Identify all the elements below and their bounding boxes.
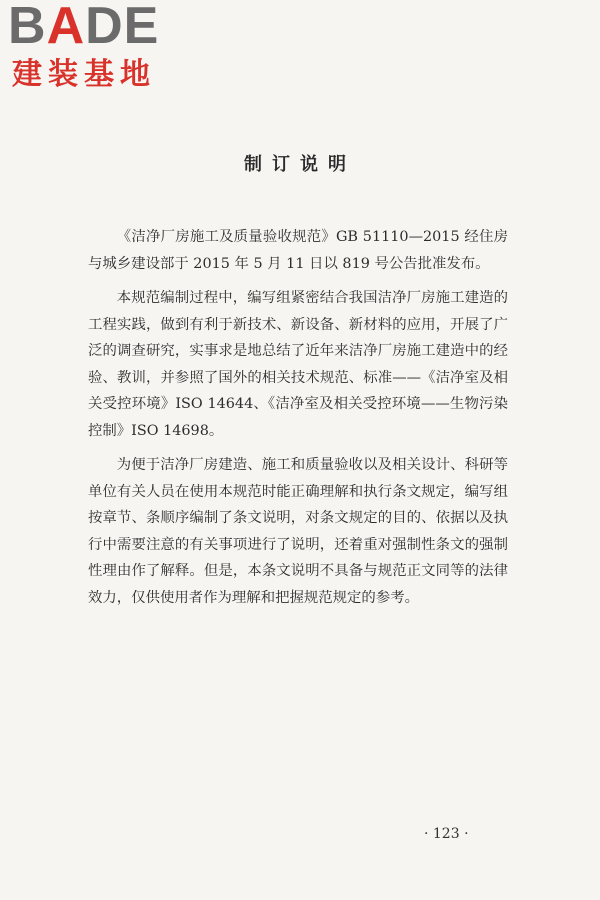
paragraph-1: 《洁净厂房施工及质量验收规范》GB 51110—2015 经住房与城乡建设部于 2015 年 5 月 11 日以 819 号公告批准发布。	[88, 229, 508, 272]
logo-latin-wordmark	[8, 0, 159, 56]
logo-letter-a: A	[46, 0, 86, 55]
logo-chinese-wordmark: 建装基地	[12, 57, 156, 92]
page-number: · 123 ·	[424, 826, 469, 842]
bade-logo	[8, 0, 178, 95]
document-body	[88, 224, 508, 619]
paragraph-3: 为便于洁净厂房建造、施工和质量验收以及相关设计、科研等单位有关人员在使用本规范时能正确理解和执行条文规定，编写组按章节、条顺序编制了条文说明，对条文规定的目的、依据以及执行中需要注意的有关事项进行了说明，还着重对强制性条文的强制性理由作了解释。但是，本条文说明不具备与规范正文同等的法律效力，仅供使用者作为理解和把握规范规定的参考。	[88, 457, 508, 606]
logo-letters-de: DE	[85, 0, 160, 55]
page-title: 制订说明	[244, 154, 356, 175]
paragraph-2: 本规范编制过程中，编写组紧密结合我国洁净厂房施工建造的工程实践，做到有利于新技术、新设备、新材料的应用，开展了广泛的调查研究，实事求是地总结了近年来洁净厂房施工建造中的经验、教训，并参照了国外的相关技术规范、标准——《洁净室及相关受控环境》ISO 14644、《洁净室及相关受控环境——生物污染控制》ISO 14698。	[88, 290, 508, 439]
logo-letter-b: B	[8, 0, 47, 55]
